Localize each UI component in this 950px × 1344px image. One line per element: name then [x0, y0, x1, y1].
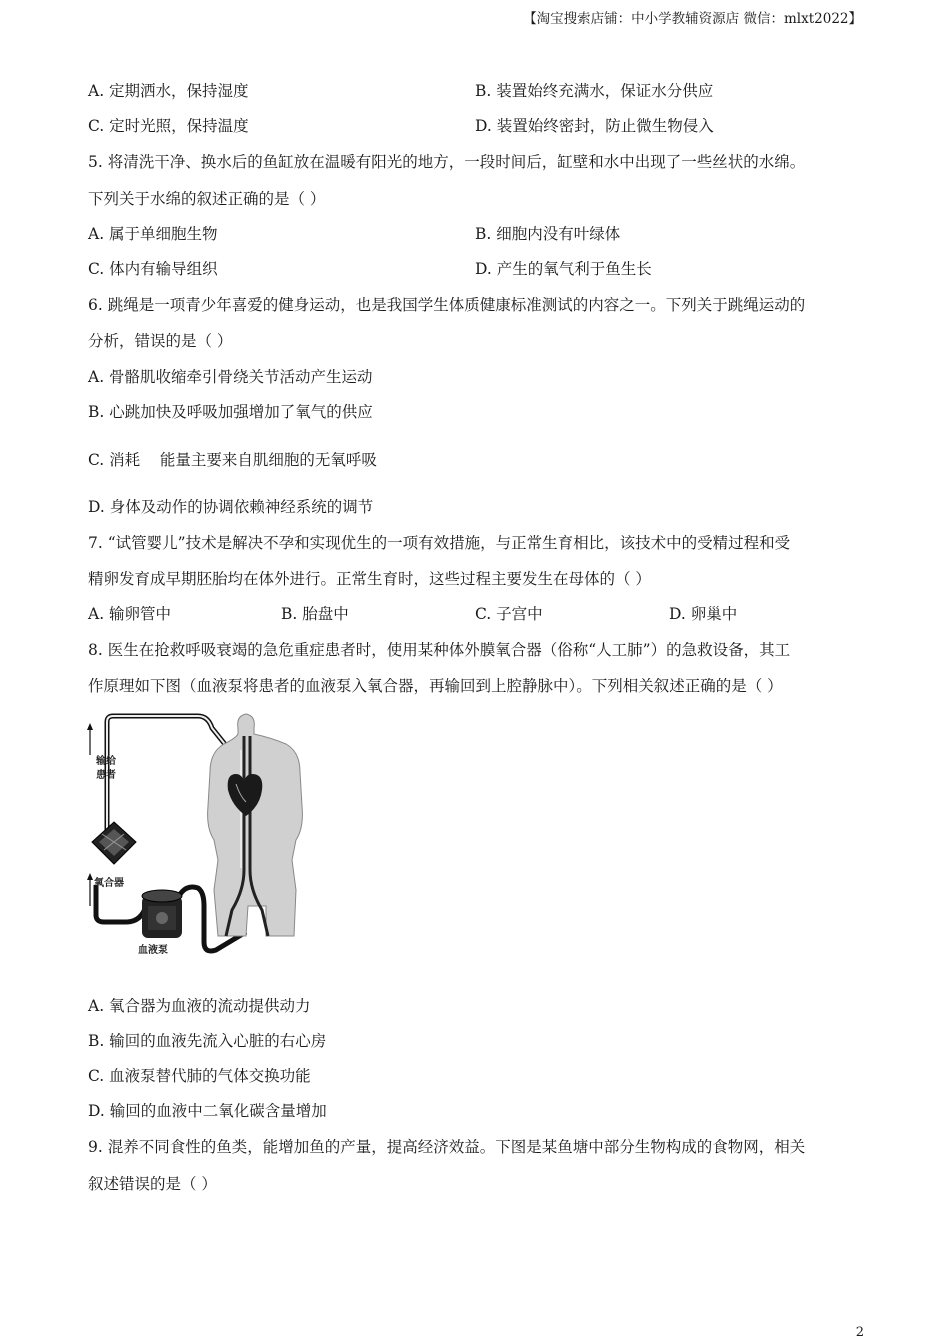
label-to-patient-1: 输给: [96, 756, 116, 767]
page-number: 2: [855, 1325, 864, 1340]
human-body-illustration: [208, 714, 303, 936]
q6-option-d: D. 身体及动作的协调依赖神经系统的调节: [88, 498, 374, 516]
q6-stem-line1: 6. 跳绳是一项青少年喜爱的健身运动，也是我国学生体质健康标准测试的内容之一。下列关于跳绳运动的: [88, 296, 806, 314]
oxygenator-device: [92, 822, 136, 864]
q6-stem-line2: 分析，错误的是（ ）: [88, 332, 233, 350]
q7-option-d: D. 卵巢中: [669, 605, 738, 623]
q7-option-a: A. 输卵管中: [88, 605, 172, 623]
q7-option-b: B. 胎盘中: [281, 605, 349, 623]
arrow-up-icon: [87, 873, 93, 906]
q5-stem-line2: 下列关于水绵的叙述正确的是（ ）: [88, 190, 326, 208]
q8-option-d: D. 输回的血液中二氧化碳含量增加: [88, 1102, 327, 1120]
q7-option-c: C. 子宫中: [475, 605, 543, 623]
q5-option-c: C. 体内有输导组织: [88, 260, 218, 278]
q5-option-b: B. 细胞内没有叶绿体: [475, 225, 621, 243]
q8-option-a: A. 氧合器为血液的流动提供动力: [88, 997, 311, 1015]
q7-stem-line1: 7. “试管婴儿”技术是解决不孕和实现优生的一项有效措施，与正常生育相比，该技术中的受精过程和受: [88, 534, 791, 552]
q8-stem-line1: 8. 医生在抢救呼吸衰竭的急危重症患者时，使用某种体外膜氧合器（俗称“人工肺”）的急救设备，其工: [88, 641, 791, 659]
blood-pump-device: [142, 890, 182, 938]
label-oxygenator: 氧合器: [94, 878, 124, 889]
q9-stem-line1: 9. 混养不同食性的鱼类，能增加鱼的产量，提高经济效益。下图是某鱼塘中部分生物构成的食物网，相关: [88, 1138, 806, 1156]
q6-option-c: C. 消耗 能量主要来自肌细胞的无氧呼吸: [88, 451, 377, 469]
q5-option-d: D. 产生的氧气利于鱼生长: [475, 260, 652, 278]
ecmo-diagram: [86, 710, 316, 962]
q5-stem-line1: 5. 将清洗干净、换水后的鱼缸放在温暖有阳光的地方，一段时间后，缸壁和水中出现了一些丝状的水绵。: [88, 153, 806, 171]
q4-option-c: C. 定时光照，保持温度: [88, 117, 249, 135]
q7-stem-line2: 精卵发育成早期胚胎均在体外进行。正常生育时，这些过程主要发生在母体的（ ）: [88, 570, 651, 588]
q6-option-a: A. 骨骼肌收缩牵引骨绕关节活动产生运动: [88, 368, 373, 386]
label-pump: 血液泵: [138, 945, 168, 956]
q9-stem-line2: 叙述错误的是（ ）: [88, 1175, 217, 1193]
page-header: 【淘宝搜索店铺：中小学教辅资源店 微信：mlxt2022】: [523, 11, 862, 27]
arrow-up-icon: [87, 723, 93, 755]
q4-option-b: B. 装置始终充满水，保证水分供应: [475, 82, 714, 100]
q4-option-d: D. 装置始终密封，防止微生物侵入: [475, 117, 714, 135]
q8-option-b: B. 输回的血液先流入心脏的右心房: [88, 1032, 327, 1050]
q4-option-a: A. 定期洒水，保持湿度: [88, 82, 249, 100]
q8-stem-line2: 作原理如下图（血液泵将患者的血液泵入氧合器，再输回到上腔静脉中）。下列相关叙述正确的是（ ）: [88, 677, 783, 695]
q5-option-a: A. 属于单细胞生物: [88, 225, 218, 243]
q8-option-c: C. 血液泵替代肺的气体交换功能: [88, 1067, 311, 1085]
q6-option-b: B. 心跳加快及呼吸加强增加了氧气的供应: [88, 403, 373, 421]
label-to-patient-2: 患者: [96, 770, 116, 781]
